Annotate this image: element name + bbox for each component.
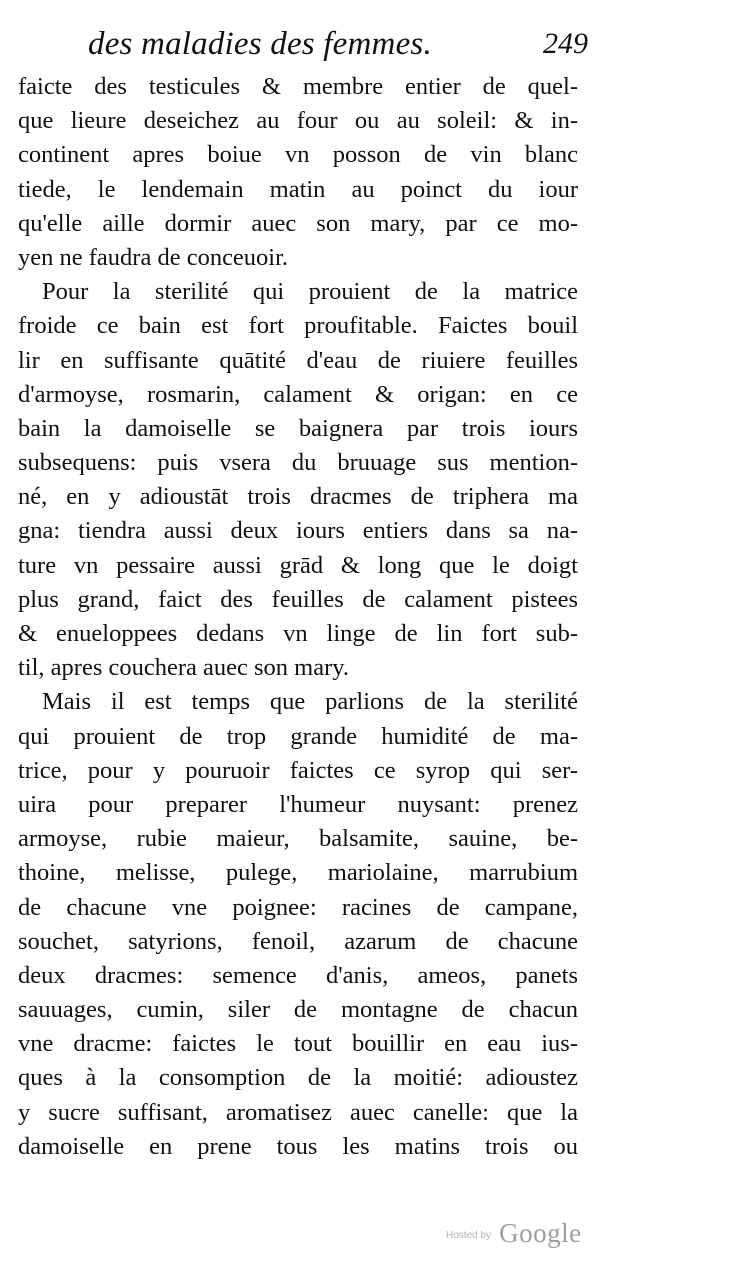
text-line: ture vn pessaire aussi grād & long que le doigt (18, 551, 578, 579)
text-line: d'armoyse, rosmarin, calament & origan: en ce (18, 380, 578, 408)
text-line: tiede, le lendemain matin au poinct du iour (18, 175, 578, 203)
paragraph-start-line: Mais il est temps que parlions de la sterilité (42, 688, 578, 716)
text-line: thoine, melisse, pulege, mariolaine, marrubium (18, 859, 578, 887)
text-line: qu'elle aille dormir auec son mary, par ce mo- (18, 209, 578, 237)
text-line: trice, pour y pouruoir faictes ce syrop qui ser- (18, 756, 578, 784)
text-line: qui prouient de trop grande humidité de ma- (18, 722, 578, 750)
text-line: sauuages, cumin, siler de montagne de chacun (18, 996, 578, 1024)
running-title: des maladies des femmes. (88, 26, 432, 62)
text-line: que lieure deseichez au four ou au soleil: & in- (18, 107, 578, 135)
text-line: faicte des testicules & membre entier de quel- (18, 73, 578, 100)
paragraph-start-line: Pour la sterilité qui prouient de la matrice (42, 278, 578, 306)
text-line: uira pour preparer l'humeur nuysant: prenez (18, 790, 578, 818)
running-head (88, 22, 588, 68)
text-line: ques à la consomption de la moitié: adioustez (18, 1064, 578, 1092)
text-line: plus grand, faict des feuilles de calament pistees (18, 585, 578, 613)
hosted-by-label: Hosted by (446, 1230, 492, 1241)
text-line: gna: tiendra aussi deux iours entiers dans sa na- (18, 517, 578, 545)
page-number: 249 (543, 27, 588, 60)
text-line: froide ce bain est fort proufitable. Faictes bouil (18, 312, 578, 340)
hosted-by-google-watermark (446, 1218, 582, 1254)
google-logo: Google (499, 1218, 582, 1248)
text-line: souchet, satyrions, fenoil, azarum de chacune (18, 927, 578, 955)
text-line: né, en y adioustāt trois dracmes de triphera ma (18, 483, 578, 511)
text-line: yen ne faudra de conceuoir. (18, 243, 289, 271)
text-line: subsequens: puis vsera du bruuage sus mention- (18, 449, 578, 477)
text-line: & enueloppees dedans vn linge de lin fort sub- (18, 620, 578, 647)
text-line: de chacune vne poignee: racines de campane, (18, 893, 578, 921)
text-line: deux dracmes: semence d'anis, ameos, panets (18, 961, 578, 989)
text-line: damoiselle en prene tous les matins trois ou (18, 1132, 578, 1160)
text-line: bain la damoiselle se baignera par trois iours (18, 414, 578, 442)
text-line: til, apres couchera auec son mary. (18, 654, 350, 682)
text-line: lir en suffisante quātité d'eau de riuiere feuilles (18, 346, 578, 374)
text-line: continent apres boiue vn posson de vin blanc (18, 141, 578, 169)
text-line: armoyse, rubie maieur, balsamite, sauine, be- (18, 825, 578, 853)
text-line: y sucre suffisant, aromatisez auec canelle: que la (18, 1098, 578, 1126)
body-text (18, 70, 578, 1164)
text-line: vne dracme: faictes le tout bouillir en eau ius- (18, 1030, 578, 1058)
